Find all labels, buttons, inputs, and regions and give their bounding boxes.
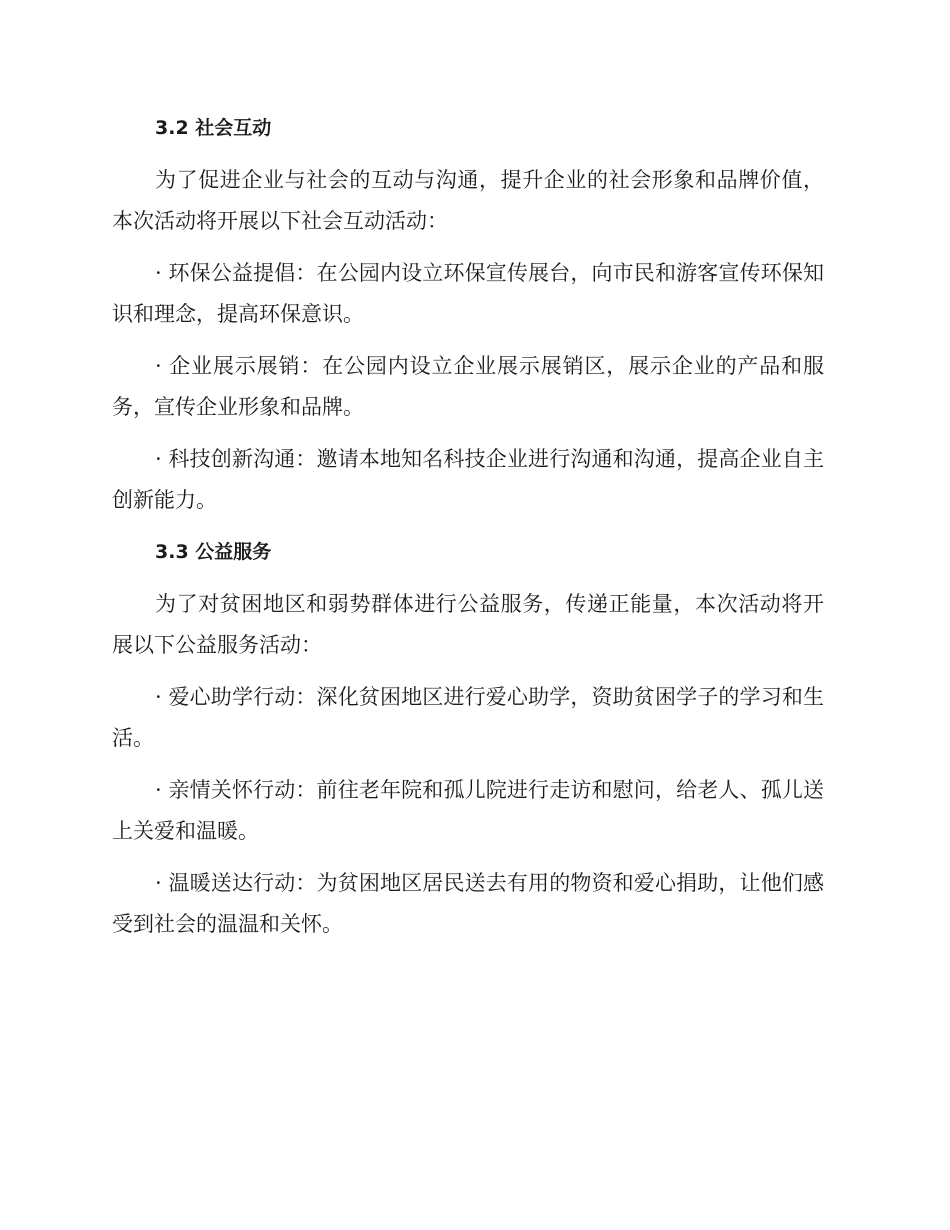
list-item-environmental: · 环保公益提倡：在公园内设立环保宣传展台，向市民和游客宣传环保知识和理念，提高环保意识。	[112, 261, 824, 326]
document-body	[112, 108, 824, 956]
section-intro: 为了促进企业与社会的互动与沟通，提升企业的社会形象和品牌价值，本次活动将开展以下社会互动活动：	[112, 168, 824, 233]
list-item-tech-innovation: · 科技创新沟通：邀请本地知名科技企业进行沟通和沟通，提高企业自主创新能力。	[112, 447, 824, 512]
list-item-education-aid: · 爱心助学行动：深化贫困地区进行爱心助学，资助贫困学子的学习和生活。	[112, 685, 824, 750]
list-item-warmth-delivery: · 温暖送达行动：为贫困地区居民送去有用的物资和爱心捐助，让他们感受到社会的温温和关怀。	[112, 871, 824, 936]
list-item-enterprise-showcase: · 企业展示展销：在公园内设立企业展示展销区，展示企业的产品和服务，宣传企业形象和品牌。	[112, 354, 824, 419]
section-intro: 为了对贫困地区和弱势群体进行公益服务，传递正能量，本次活动将开展以下公益服务活动：	[112, 592, 824, 657]
list-item-care-visit: · 亲情关怀行动：前往老年院和孤儿院进行走访和慰问，给老人、孤儿送上关爱和温暖。	[112, 778, 824, 843]
section-heading-public-service: 3.3 公益服务	[155, 541, 272, 563]
section-heading-social-interaction: 3.2 社会互动	[155, 117, 272, 139]
